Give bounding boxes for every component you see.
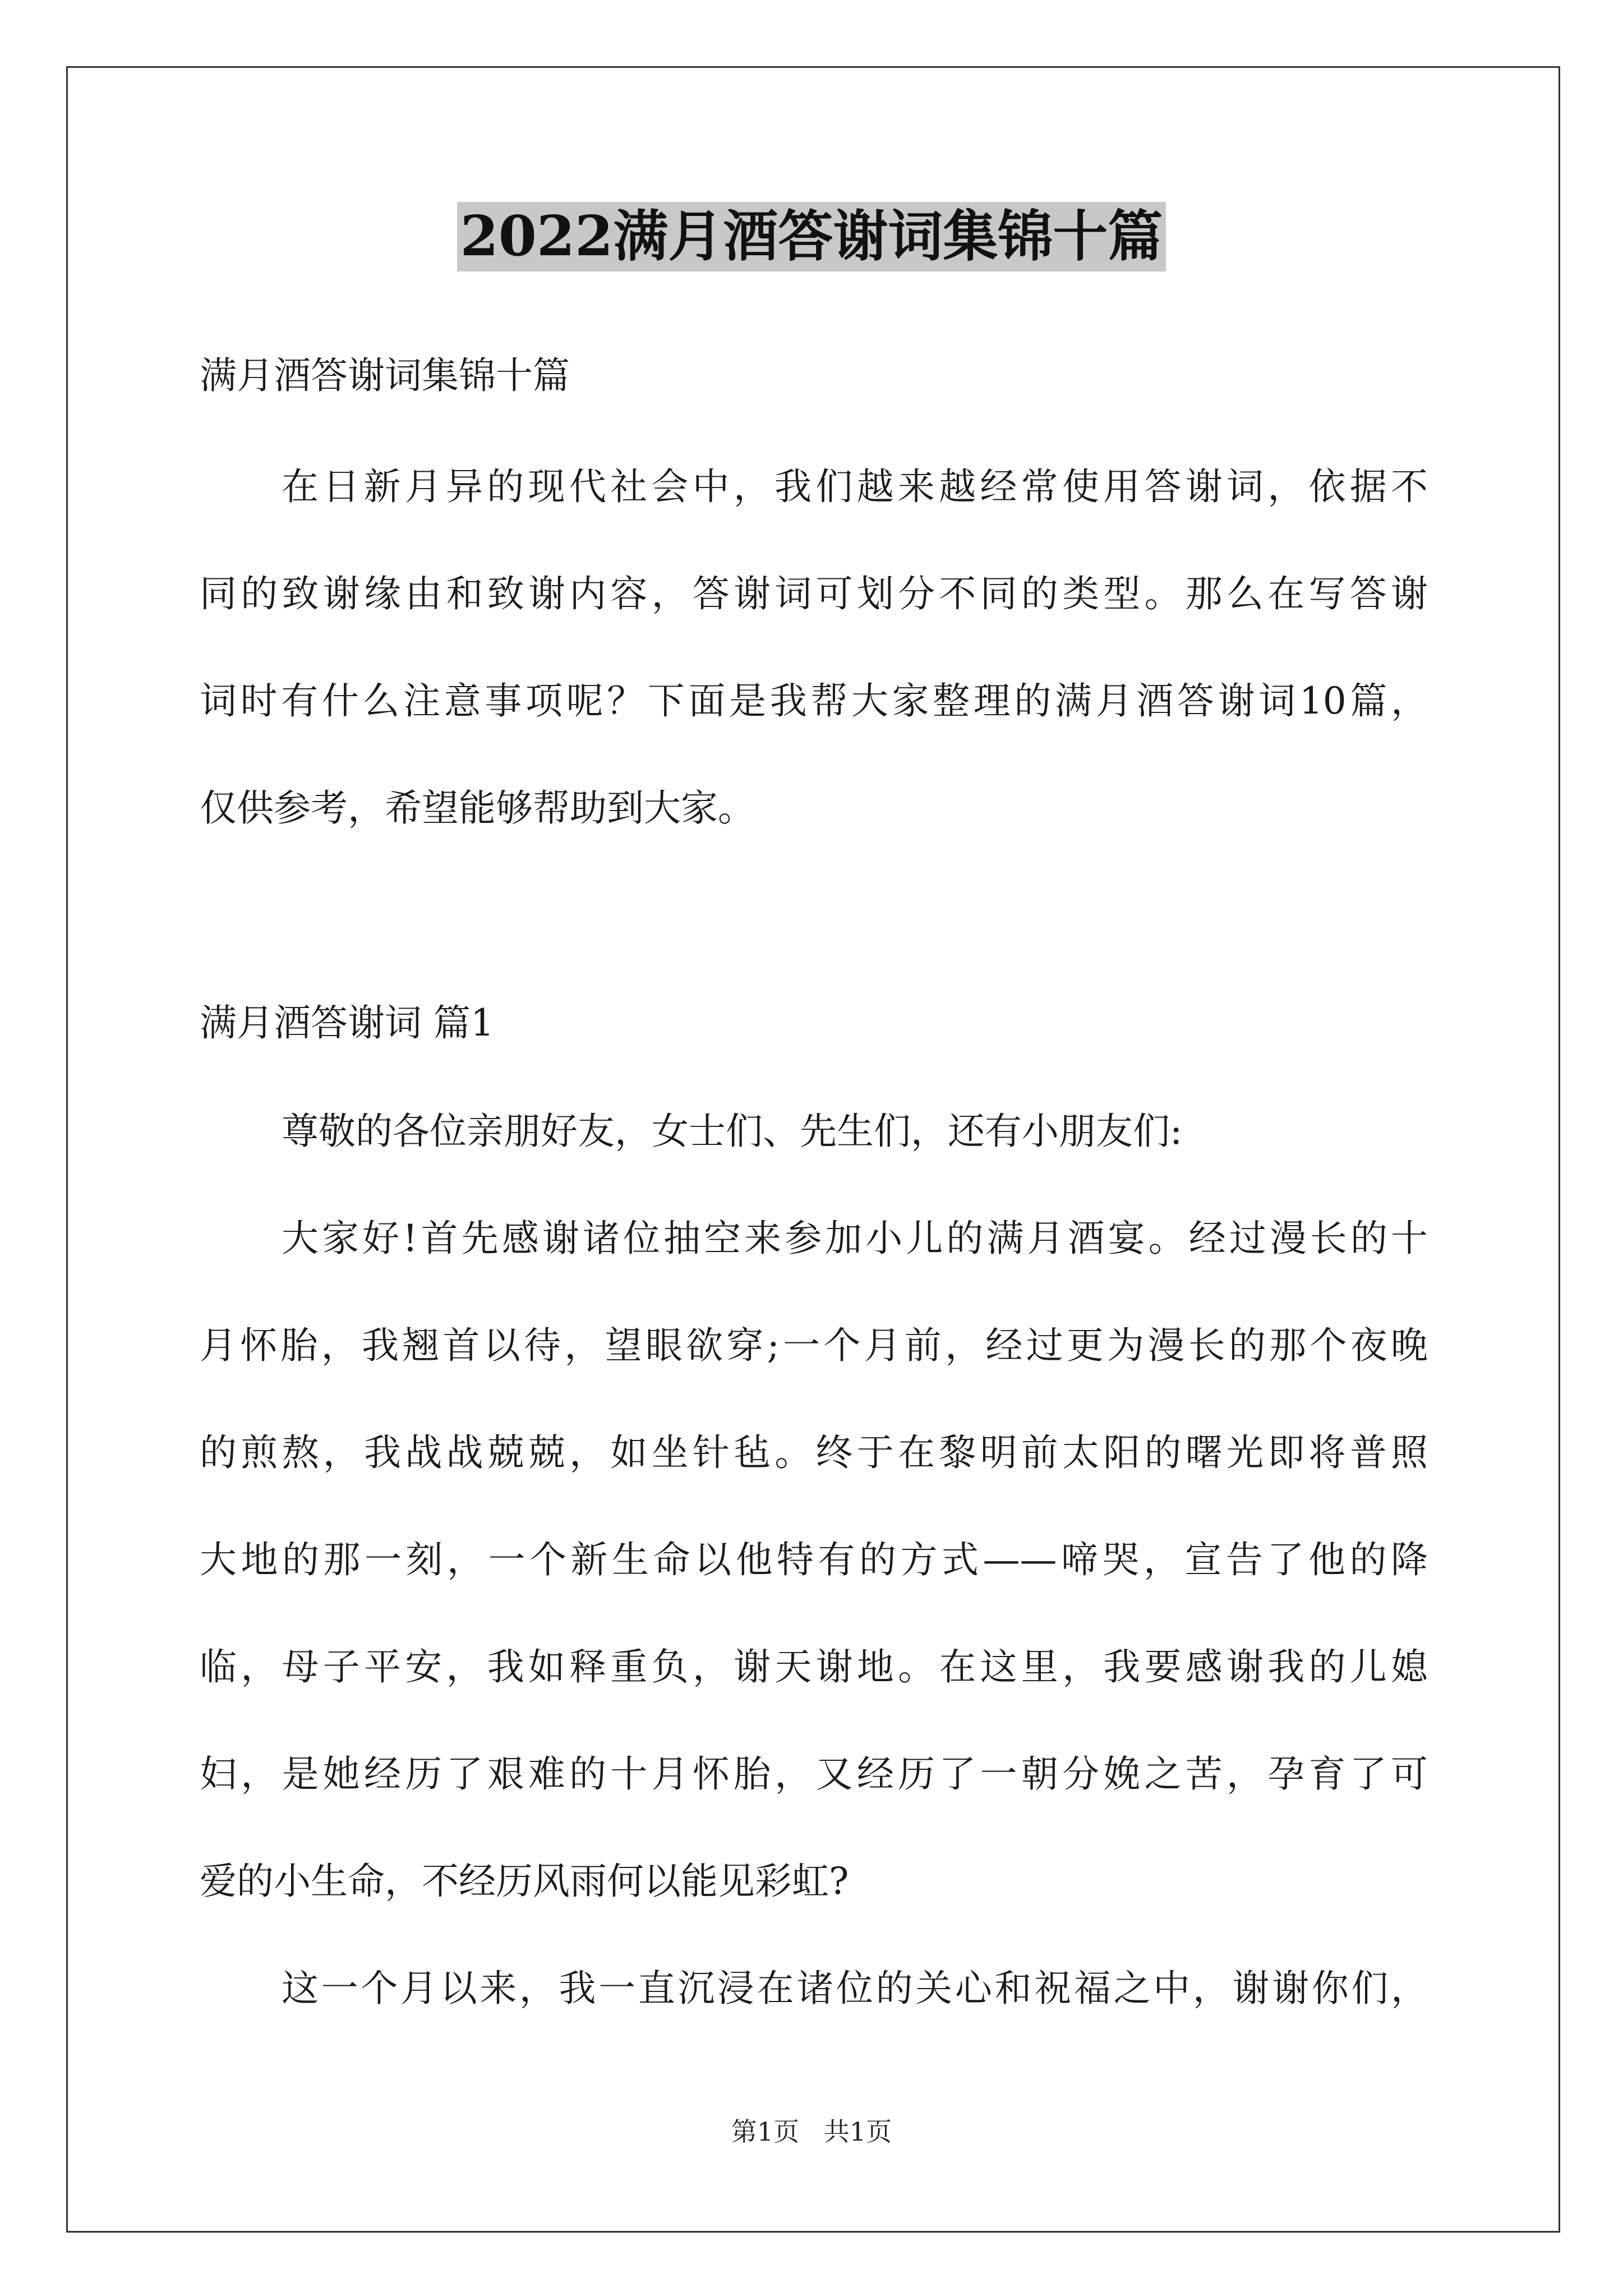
document-subtitle: 满月酒答谢词集锦十篇 [200, 354, 570, 397]
paragraph-line: 的煎熬，我战战兢兢，如坐针毡。终于在黎明前太阳的曙光即将普照 [200, 1431, 1428, 1474]
intro-line: 在日新月异的现代社会中，我们越来越经常使用答谢词，依据不 [282, 465, 1428, 508]
paragraph-line: 临，母子平安，我如释重负，谢天谢地。在这里，我要感谢我的儿媳 [200, 1645, 1428, 1688]
title-container [0, 202, 1623, 272]
paragraph-line: 这一个月以来，我一直沉浸在诸位的关心和祝福之中，谢谢你们， [282, 1967, 1428, 2010]
paragraph-line: 爱的小生命，不经历风雨何以能见彩虹? [200, 1860, 849, 1903]
paragraph-line: 月怀胎，我翘首以待，望眼欲穿;一个月前，经过更为漫长的那个夜晚 [200, 1324, 1428, 1367]
paragraph-line: 大家好!首先感谢诸位抽空来参加小儿的满月酒宴。经过漫长的十 [282, 1217, 1428, 1260]
paragraph-line: 大地的那一刻，一个新生命以他特有的方式——啼哭，宣告了他的降 [200, 1538, 1428, 1581]
paragraph-line: 妇，是她经历了艰难的十月怀胎，又经历了一朝分娩之苦，孕育了可 [200, 1752, 1428, 1796]
document-title: 2022满月酒答谢词集锦十篇 [457, 202, 1166, 272]
salutation: 尊敬的各位亲朋好友，女士们、先生们，还有小朋友们: [282, 1110, 1183, 1153]
page-footer: 第1页 共1页 [731, 2116, 892, 2147]
section-heading: 满月酒答谢词 篇1 [200, 1001, 494, 1045]
intro-line: 同的致谢缘由和致谢内容，答谢词可划分不同的类型。那么在写答谢 [200, 572, 1428, 615]
intro-line: 仅供参考，希望能够帮助到大家。 [200, 786, 755, 830]
intro-line: 词时有什么注意事项呢？下面是我帮大家整理的满月酒答谢词10篇， [200, 679, 1428, 723]
